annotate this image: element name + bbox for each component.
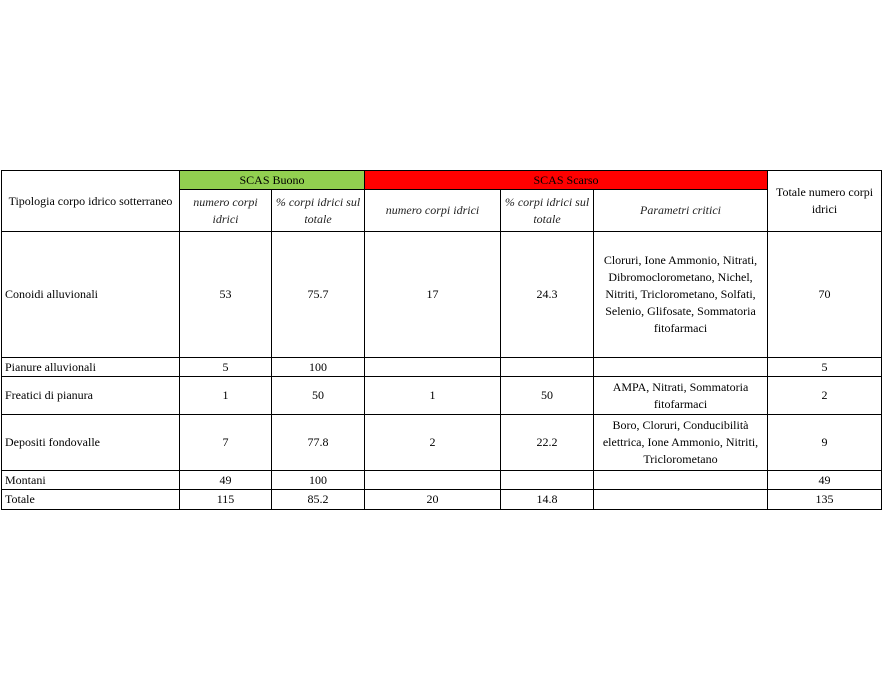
header-totale-numero: Totale numero corpi idrici [768,171,882,232]
table-row [2,377,882,415]
row-scarso-numero: 2 [365,415,501,471]
row-scarso-percent [501,358,594,377]
totals-row [2,490,882,510]
table-row [2,471,882,490]
row-buono-numero: 49 [180,471,272,490]
row-buono-numero: 53 [180,232,272,358]
row-buono-percent: 75.7 [272,232,365,358]
header-buono-numero: numero corpi idrici [180,190,272,232]
row-parametri: Cloruri, Ione Ammonio, Nitrati, Dibromoclorometano, Nichel, Nitriti, Triclorometano, Solfati, Selenio, Glifosate, Sommatoria fitofarmaci [594,232,768,358]
row-buono-percent: 50 [272,377,365,415]
row-parametri [594,471,768,490]
row-scarso-numero: 17 [365,232,501,358]
row-buono-numero: 7 [180,415,272,471]
row-tipologia: Conoidi alluvionali [2,232,180,358]
row-parametri: Boro, Cloruri, Conducibilità elettrica, Ione Ammonio, Nitriti, Triclorometano [594,415,768,471]
header-tipologia: Tipologia corpo idrico sotterraneo [2,171,180,232]
header-scas-scarso: SCAS Scarso [365,171,768,190]
row-buono-percent: 100 [272,358,365,377]
totals-buono-numero: 115 [180,490,272,510]
header-row-top [2,171,882,190]
totals-scarso-numero: 20 [365,490,501,510]
row-buono-percent: 100 [272,471,365,490]
row-scarso-numero: 1 [365,377,501,415]
header-scarso-numero: numero corpi idrici [365,190,501,232]
row-scarso-percent: 50 [501,377,594,415]
row-totale: 5 [768,358,882,377]
header-scarso-percent: % corpi idrici sul totale [501,190,594,232]
row-totale: 2 [768,377,882,415]
totals-scarso-percent: 14.8 [501,490,594,510]
row-scarso-percent [501,471,594,490]
totals-buono-percent: 85.2 [272,490,365,510]
row-tipologia: Montani [2,471,180,490]
row-tipologia: Depositi fondovalle [2,415,180,471]
table-row [2,232,882,358]
row-scarso-numero [365,358,501,377]
row-tipologia: Pianure alluvionali [2,358,180,377]
row-totale: 70 [768,232,882,358]
row-tipologia: Freatici di pianura [2,377,180,415]
row-scarso-percent: 22.2 [501,415,594,471]
totals-label: Totale [2,490,180,510]
row-buono-numero: 5 [180,358,272,377]
header-parametri: Parametri critici [594,190,768,232]
totals-parametri [594,490,768,510]
row-buono-percent: 77.8 [272,415,365,471]
row-scarso-numero [365,471,501,490]
header-buono-percent: % corpi idrici sul totale [272,190,365,232]
header-scas-buono: SCAS Buono [180,171,365,190]
row-totale: 49 [768,471,882,490]
row-parametri: AMPA, Nitrati, Sommatoria fitofarmaci [594,377,768,415]
row-parametri [594,358,768,377]
row-buono-numero: 1 [180,377,272,415]
groundwater-status-table [1,170,882,510]
row-scarso-percent: 24.3 [501,232,594,358]
row-totale: 9 [768,415,882,471]
table-row [2,358,882,377]
table-row [2,415,882,471]
totals-totale: 135 [768,490,882,510]
